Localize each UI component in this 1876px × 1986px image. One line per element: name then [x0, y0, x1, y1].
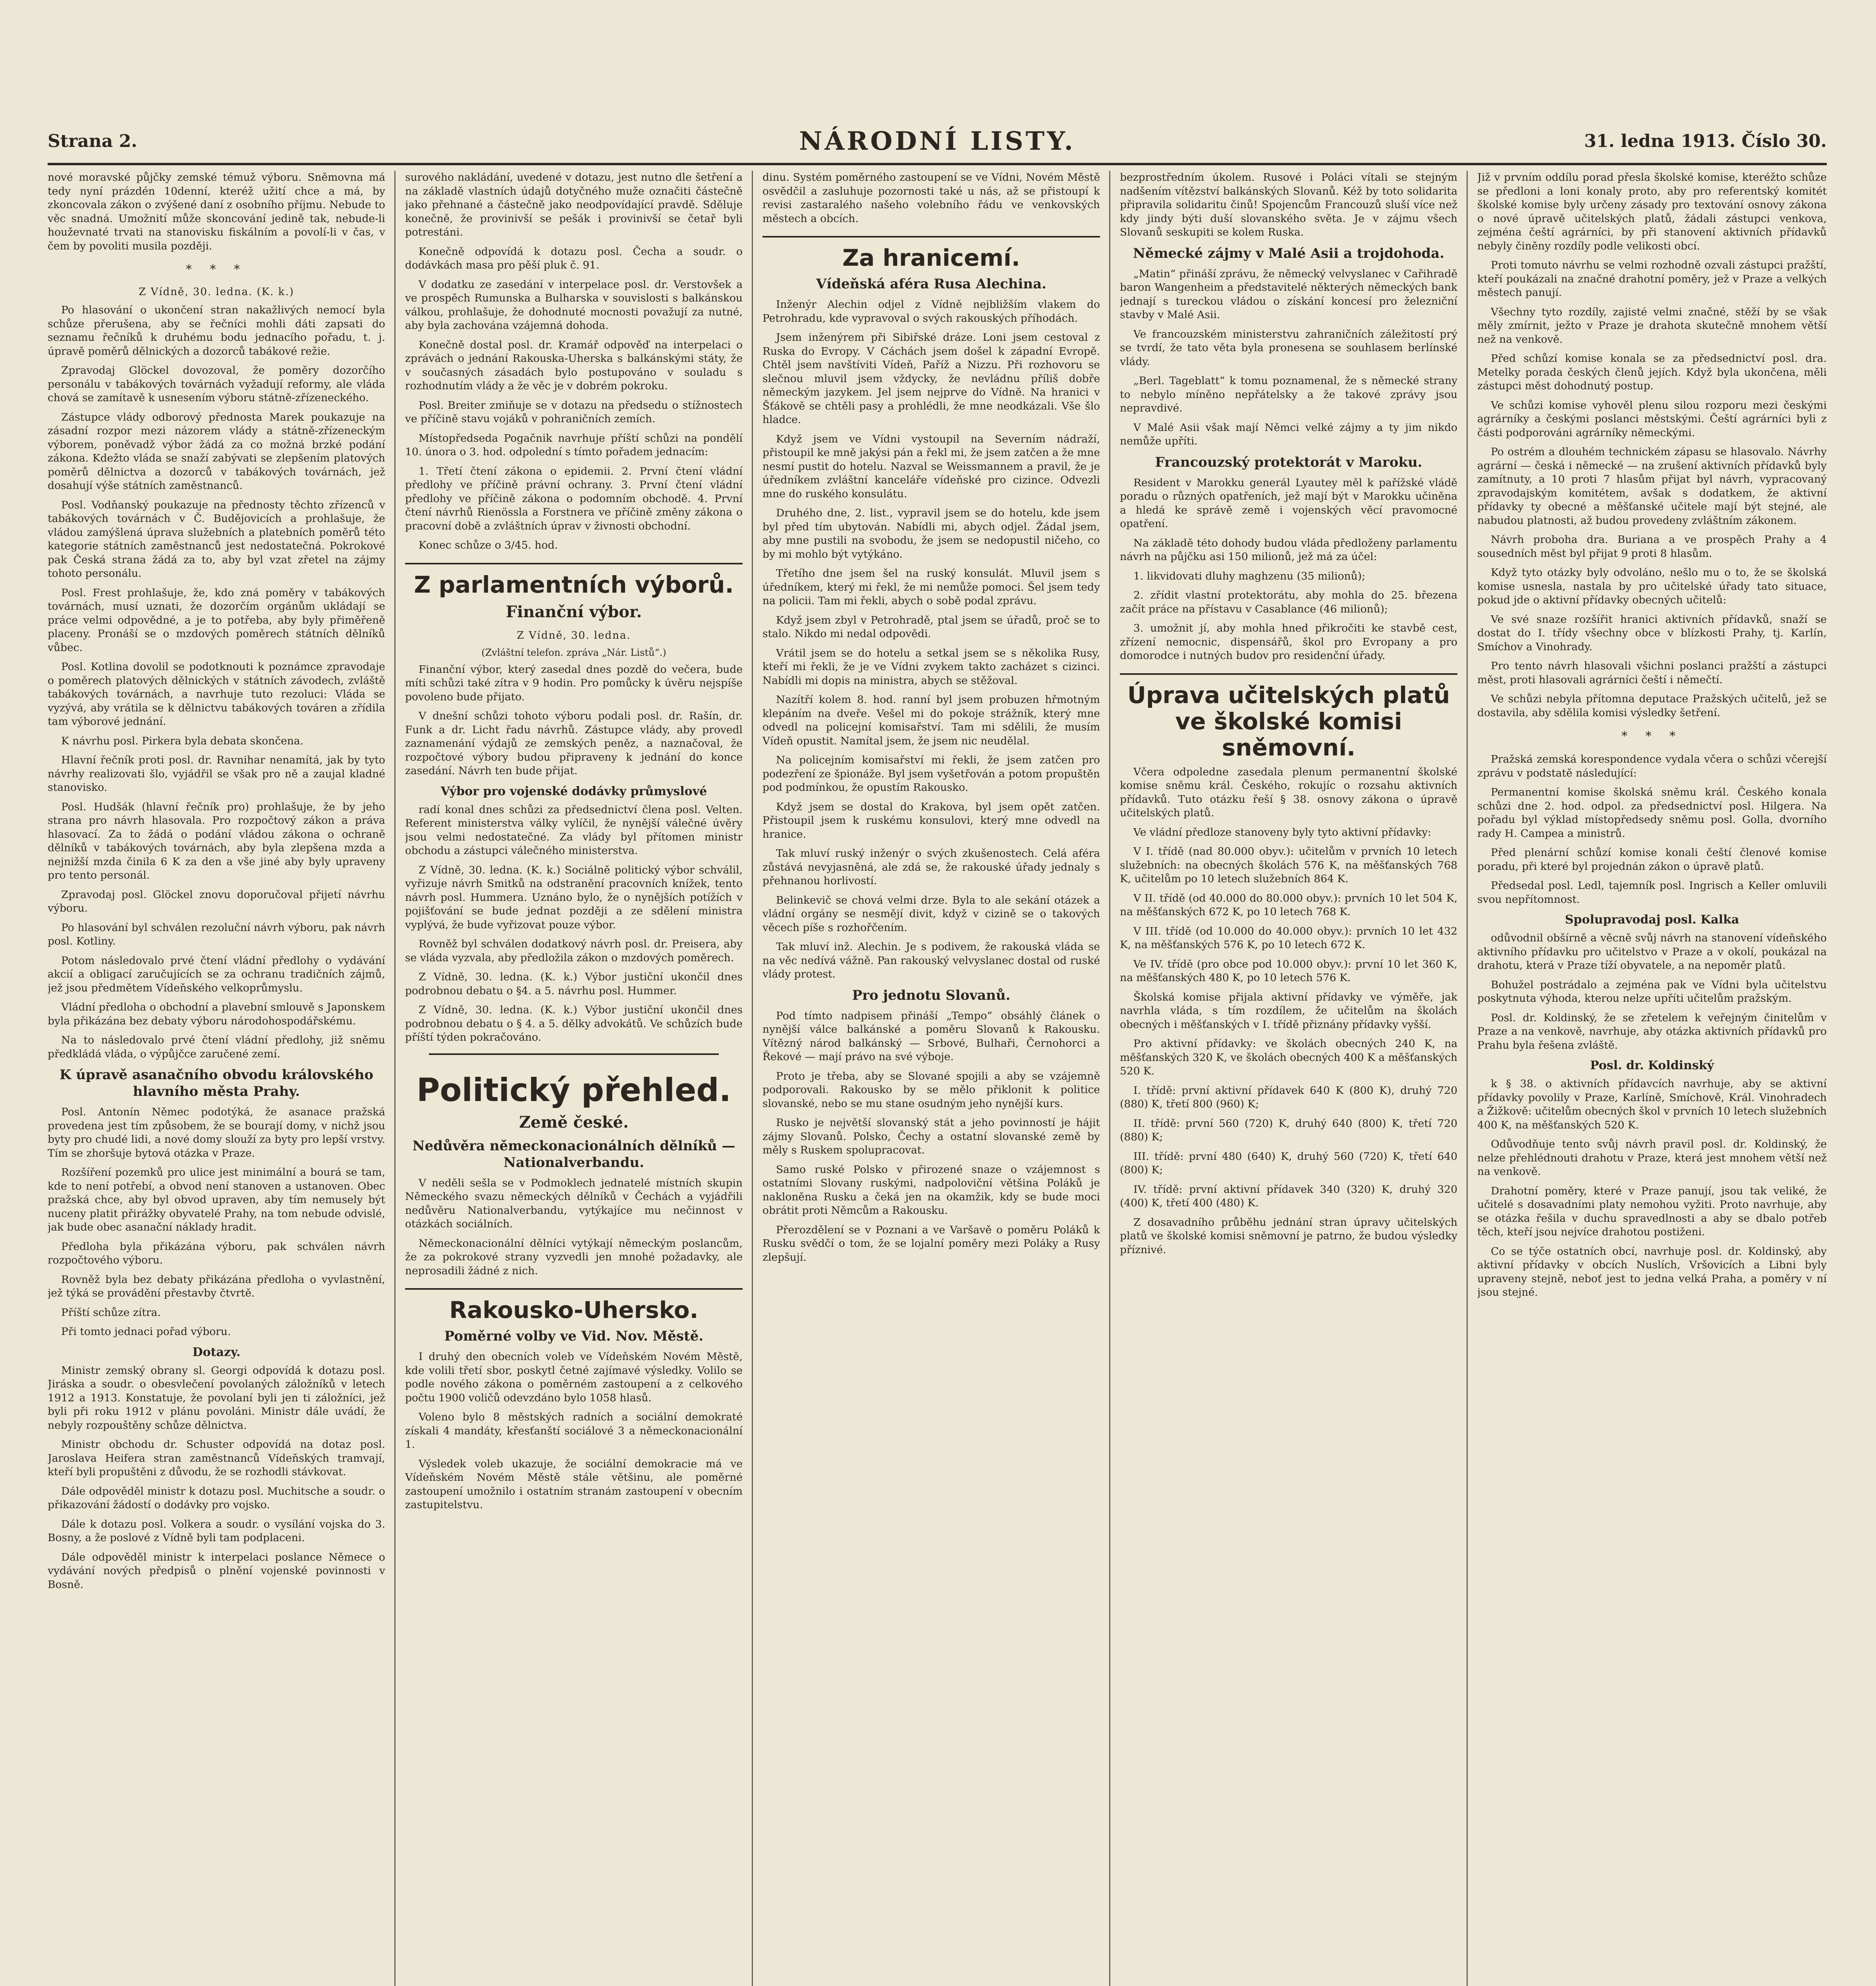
paragraph: Ve schůzi komise vyhověl plenu silou rozporu mezi českými agrárníky a českými poslanci městskými. Čeští agrárníci byli z části podporováni agrárníky německými. — [1477, 399, 1827, 439]
issue-date: 31. ledna 1913. Číslo 30. — [1584, 131, 1827, 151]
paragraph: Druhého dne, 2. list., vypravil jsem se do hotelu, kde jsem byl před tím ubytován. Nabídli mi, abych odjel. Žádal jsem, aby mne pustili na svobodu, že jsem se nedopustil ničeho, co by mi mohlo být vytýkáno. — [762, 507, 1100, 560]
paragraph: „Matin“ přináší zprávu, že německý velvyslanec v Cařihradě baron Wangenheim a představitelé některých německých bank jednají s tureckou vládou o získání koncesí pro železniční stavby v Malé Asii. — [1120, 267, 1457, 321]
paragraph: Všechny tyto rozdíly, zajisté velmi značné, stěží by se však měly zmírnit, ježto v Praze je drahota skutečně mnohem větší než na venkově. — [1477, 305, 1827, 346]
minor-heading: Výbor pro vojenské dodávky průmyslové — [440, 784, 707, 798]
paragraph: Inženýr Alechin odjel z Vídně nejbližším vlakem do Petrohradu, kde vypravoval o svých rakouských příhodách. — [762, 298, 1100, 325]
paragraph: Ministr zemský obrany sl. Georgi odpovídá k dotazu posl. Jiráska a soudr. o obesvlečení povolaných záložníků v letech 1912 a 1913. Konstatuje, že povolaní byli jen ti záložníci, jež byli při roku 1912 v plánu povoláni. Ministr dále uvádí, že nebyly rozpouštěny schůze dělnictva. — [48, 1364, 385, 1432]
paragraph: Školská komise přijala aktivní přídavky ve výměře, jak navrhla vláda, s tím rozdílem, že učitelům na školách obecných i měšťanských v I. třídě přiznány přídavky vyšší. — [1120, 991, 1457, 1031]
paragraph: Pražská zemská korespondence vydala včera o schůzi včerejší zprávu v podstatě následující: — [1477, 753, 1827, 779]
paragraph: Z Vídně, 30. ledna. (K. k.) Výbor justiční ukončil dnes podrobnou debatu o § 4. a 5. dělky advokátů. Ve schůzích bude příští týden pokračováno. — [405, 1004, 743, 1043]
paragraph: Proto je třeba, aby se Slované spojili a aby se vzájemně podporovali. Rakousko by se mělo přiklonit k politice slovanské, nebo se mu stane osudným jeho nynější kurs. — [762, 1070, 1100, 1110]
paragraph: surového nakládání, uvedené v dotazu, jest nutno dle šetření a na základě vlastních údajů dotyčného muže označiti částečně jako přehnané a částečně jako neodpovídající pravdě. Sděluje konečně, že provinivší se pešák i provinivší se četař byli potrestáni. — [405, 171, 743, 238]
paragraph: odůvodnil obšírně a věcně svůj návrh na stanovení vídeňského aktivního přídavku pro učitelstvo v Praze a v okolí, poukázal na drahotu, která v Praze tíží obyvatele, a na nepoměr platů. — [1477, 932, 1827, 972]
paragraph: I druhý den obecních voleb ve Vídeňském Novém Městě, kde volili třetí sbor, poskytl četné zajímavé výsledky. Volilo se podle nového zákona o poměrném zastoupení a z celkového počtu 1900 voličů odevzdáno bylo 1058 hlasů. — [405, 1350, 743, 1404]
paragraph: Samo ruské Polsko v přirozené snaze o vzájemnost s ostatními Slovany ruskými, nadpoloviční většina Poláků je nakloněna Rusku a čeká jen na okamžik, kdy se bude moci obrátit proti Němcům a Rakousku. — [762, 1163, 1100, 1217]
paragraph: Konečně odpovídá k dotazu posl. Čecha a soudr. o dodávkách masa pro pěší pluk č. 91. — [405, 245, 743, 271]
subheading: Nedůvěra německonacionálních dělníků — Nationalverbandu. — [412, 1138, 735, 1171]
paragraph: Po hlasování byl schválen rezoluční návrh výboru, pak návrh posl. Kotliny. — [48, 921, 385, 947]
paragraph: Na to následovalo prvé čtení vládní předlohy, již sněmu předkládá vláda, o výpůjčce zaručené zemí. — [48, 1034, 385, 1060]
paragraph: Z dosavadního průběhu jednání stran úpravy učitelských platů ve školské komisi sněmovní je patrno, že budou výsledky příznivé. — [1120, 1216, 1457, 1256]
paragraph: Místopředseda Pogačnik navrhuje příští schůzi na pondělí 10. února o 3. hod. odpolední s tímto pořadem jednacím: — [405, 432, 743, 458]
paragraph: Příští schůze zítra. — [61, 1306, 161, 1319]
paragraph: „Berl. Tageblatt“ k tomu poznamenal, že s německé strany to nebylo míněno nepřátelsky a že takové zprávy jsou nepravdivé. — [1120, 375, 1457, 414]
paragraph: Rozšíření pozemků pro ulice jest minimální a bourá se tam, kde to není potřebí, a obvod není stanoven a ustanoven. Obec pražská chce, aby byl obvod upraven, aby tím nemusely být nuceny platit přirážky obyvatelé Prahy, na tom nebude odvislé, jak bude obec asanační náklady hradit. — [48, 1166, 385, 1233]
subheading: Německé zájmy v Malé Asii a trojdohoda. — [1133, 245, 1445, 261]
paragraph: Belinkevič se chová velmi drze. Byla to ale sekání otázek a vládní orgány se nesmějí divit, když v cizině se o takových věcech píše s rozhořčením. — [762, 894, 1100, 934]
paragraph: Ve své snaze rozšířit hranici aktivních přídavků, snaží se dostat do I. třídy všechny obce v blízkosti Prahy, tj. Karlín, Smíchov a Vinohrady. — [1477, 613, 1827, 653]
paragraph: Nazítří kolem 8. hod. ranní byl jsem probuzen hřmotným klepáním na dveře. Vešel mi do pokoje strážník, který mne odvedl na policejní komisařství. Tam mi sdělili, že musím Vídeň opustit. Namítal jsem, že jsem nic neudělal. — [762, 694, 1100, 747]
paragraph: V II. třídě (od 40.000 do 80.000 obyv.): prvních 10 let 504 K, na měšťanských 672 K, po 10 letech 768 K. — [1120, 892, 1457, 918]
paragraph: Posl. Kotlina dovolil se podotknouti k poznámce zpravodaje o poměrech platových dělnických v státních závodech, zvláště tabákových továrnách, a navrhuje tuto rezoluci: Vláda se vyzývá, aby vrátila se k dělnictvu tabákových továren a zřídila tam výborové jednání. — [48, 661, 385, 728]
paragraph: Návrh proboha dra. Buriana a ve prospěch Prahy a 4 sousedních měst byl přijat 9 proti 8 hlasům. — [1477, 533, 1827, 560]
paragraph: Konečně dostal posl. dr. Kramář odpověď na interpelaci o zprávách o jednání Rakouska-Uherska s balkánskými státy, že v současných zásadách bylo postupováno v souladu s rozhodnutím vlády a že věc je v dobrém pokroku. — [405, 338, 743, 392]
paragraph: Po hlasování o ukončení stran nakažlivých nemocí byla schůze přerušena, aby se řečníci mohli dáti zapsati do seznamu řečníků k druhému bodu jednacího pořadu, t. j. úpravě poměrů dělnických a dozorců tabákové režie. — [48, 304, 385, 357]
paragraph: Zpravodaj Glöckel dovozoval, že poměry dozorčího personálu v tabákových továrnách vyžadují reformy, ale vláda chová se zamítavě k usnesením výboru státně-zřízeneckého. — [48, 364, 385, 404]
paragraph: Potom následovalo prvé čtení vládní předlohy o vydávání akcií a obligací zaručujících se za ochranu tradičních zájmů, jež jsou předmětem Vídeňského velkoprůmyslu. — [48, 954, 385, 994]
dateline: Z Vídně, 30. ledna. (K. k.) — [139, 286, 294, 298]
paragraph: Na základě této dohody budou vláda předloženy parlamentu návrh na půjčku asi 150 milionů, jež má za účel: — [1120, 537, 1457, 563]
subheading: Francouzský protektorát v Maroku. — [1155, 454, 1422, 470]
paragraph: K návrhu posl. Pirkera byla debata skončena. — [61, 734, 304, 747]
paragraph: Ve vládní předloze stanoveny byly tyto aktivní přídavky: — [1133, 826, 1432, 838]
column-2 — [405, 171, 743, 1986]
paragraph: dinu. Systém poměrného zastoupení se ve Vídni, Novém Městě osvědčil a zasluhuje pozornosti také u nás, až se přistoupí k revisi zastaralého našeho volebního řádu ve venkovských městech a obcích. — [762, 171, 1100, 225]
divider — [429, 1053, 719, 1055]
paragraph: Na policejním komisařství mi řekli, že jsem zatčen pro podezření ze špionáže. Byl jsem vyšetřován a potom propuštěn pod podmínkou, že opustím Rakousko. — [762, 754, 1100, 794]
paragraph: I. třídě: první aktivní přídavek 640 K (800 K), druhý 720 (880) K, třetí 800 (960) K; — [1120, 1084, 1457, 1110]
separator-stars: * * * — [185, 263, 247, 276]
paragraph: Resident v Marokku generál Lyautey měl k pařížské vládě poradu o různých opatřeních, jež mají být v Marokku učiněna a hledá ke správě země i vojenských věcí pravomocné opatření. — [1120, 476, 1457, 530]
minor-heading: Posl. dr. Koldinský — [1590, 1059, 1714, 1072]
masthead — [48, 119, 1827, 165]
paragraph: Předloha byla přikázána výboru, pak schválen návrh rozpočtového výboru. — [48, 1240, 385, 1266]
subheading: Finanční výbor. — [506, 602, 642, 621]
newspaper-title: NÁRODNÍ LISTY. — [799, 126, 1075, 156]
section-heading: Za hranicemí. — [762, 236, 1100, 271]
section-heading: Rakousko-Uhersko. — [405, 1288, 743, 1323]
paragraph: V I. třídě (nad 80.000 obyv.): učitelům v prvních 10 letech služebních: na obecných školách 576 K, na měšťanských 768 K, učitelům po 10 letech služebních 864 K. — [1120, 845, 1457, 885]
paragraph: Když jsem ve Vídni vystoupil na Severním nádraží, přistoupil ke mně jakýsi pán a řekl mi, že jsem zatčen a že mne nesmí pustit do hotelu. Nazval se Weissmannem a pravil, že je úředníkem zvláštní kanceláře vídeňské pro cizince. Odvezli mne do ruského konsulátu. — [762, 433, 1100, 500]
paragraph: Zpravodaj posl. Glöckel znovu doporučoval přijetí návrhu výboru. — [48, 888, 385, 914]
paragraph: Když jsem zbyl v Petrohradě, ptal jsem se úřadů, proč se to stalo. Nikdo mi nedal odpovědi. — [762, 614, 1100, 640]
paragraph: V dnešní schůzi tohoto výboru podali posl. dr. Rašín, dr. Funk a dr. Licht řadu návrhů. Zástupce vlády, aby provedl zaznamenání výdajů ze zemských peněz, a naznačoval, že rozpočtové výbory budou připraveny k jednání do konce zasedání. Návrh ten bude přijat. — [405, 710, 743, 777]
paragraph: Rovněž byl schválen dodatkový návrh posl. dr. Preisera, aby se vláda vyzvala, aby předložila zákon o mzdových poměrech. — [405, 938, 743, 964]
paragraph: Pod tímto nadpisem přináší „Tempo“ obsáhlý článek o nynější válce balkánské a poměru Slovanů k Rakousku. Vítězný národ balkánský — Srbové, Bulhaři, Černohorci a Řekové — mají právo na své výboje. — [762, 1009, 1100, 1063]
paragraph: Rusko je největší slovanský stát a jeho povinností je hájit zájmy Slovanů. Polsko, Čechy a ostatní slovanské země by měly s Ruskem spolupracovat. — [762, 1117, 1100, 1156]
paragraph: Dále odpověděl ministr k dotazu posl. Muchitsche a soudr. o přikazování žádostí o dodávky pro vojsko. — [48, 1485, 385, 1511]
paragraph: 3. umožnit jí, aby mohla hned přikročiti ke stavbě cest, zřízení nemocnic, dispensářů, škol pro Evropany a pro domorodce i nutných budov pro residenční úřady. — [1120, 622, 1457, 662]
paragraph: III. třídě: první 480 (640) K, druhý 560 (720) K, třetí 640 (800) K; — [1120, 1150, 1457, 1176]
paragraph: Bohužel postrádalo a zejména pak ve Vídni byla učitelstvu poskytnuta výhoda, kterou nelze upříti učitelům pražským. — [1477, 978, 1827, 1005]
paragraph: V dodatku ze zasedání v interpelace posl. dr. Verstovšek a ve prospěch Rumunska a Bulharska v souvislosti s balkánskou válkou, prohlašuje, že dohodnuté mocnosti považují za nutné, aby byla zachována vzájemná dohoda. — [405, 278, 743, 332]
paragraph: Z Vídně, 30. ledna. (K. k.) Sociálně politický výbor schválil, vyřizuje návrh Smitků na odstranění pracovních knížek, tento návrh posl. Hummera. Uznáno bylo, že o nynějších potížích v pojišťování se bude jednat později a ze sdělení ministra vyplývá, že bude vyřizovat pouze výbor. — [405, 864, 743, 931]
paragraph: V neděli sešla se v Podmoklech jednatelé místních skupin Německého svazu německých dělníků v Čechách a vyjádřili nedůvěru Nationalverbandu, vytýkajíce mu nečinnost v otázkách sociálních. — [405, 1177, 743, 1230]
paragraph: Co se týče ostatních obcí, navrhuje posl. dr. Koldinský, aby aktivní přídavky v obcích Nuslích, Vršovicích a Libni byly upraveny stejně, neboť jest to jedna velká Praha, a poměry v ní jsou stejné. — [1477, 1245, 1827, 1298]
paragraph: Pro aktivní přídavky: ve školách obecných 240 K, na měšťanských 320 K, ve školách obecných 400 K a měšťanských 520 K. — [1120, 1037, 1457, 1077]
paragraph: 1. likvidovati dluhy maghzenu (35 milionů); — [1133, 570, 1365, 582]
column-4 — [1120, 171, 1457, 1986]
paragraph: Hlavní řečník proti posl. dr. Ravnihar nenamítá, jak by tyto návrhy realizovati šlo, vyjádřil se však pro ně a zaujal kladné stanovisko. — [48, 754, 385, 794]
paragraph: 1. Třetí čtení zákona o epidemii. 2. První čtení vládní předlohy ve příčině právní ochrany. 3. První čtení vládní předlohy ve příčině zákona o podomním obchodě. 4. První čtení návrhů Rienössla a Forstnera ve příčině změny zákona o pracovní době a zvláštních úprav v živnosti obchodní. — [405, 465, 743, 532]
subheading: K úpravě asanačního obvodu královského hlavního města Prahy. — [59, 1067, 374, 1099]
paragraph: Včera odpoledne zasedala plenum permanentní školské komise sněmu král. Českého, rokujíc o rozsahu aktivních přídavků. Tuto otázku řeší § 38. osnovy zákona o úpravě učitelských platů. — [1120, 765, 1457, 819]
paragraph: Jsem inženýrem při Sibiřské dráze. Loni jsem cestoval z Ruska do Evropy. V Cáchách jsem došel k západní Evropě. Chtěl jsem navštíviti Vídeň, Paříž a Nizzu. Při rozhovoru se slečnou mluvil jsem vždycky, že nevládnu příliš dobře německým jazykem. Jel jsem nejprve do Vídně. Na hranici v Šťákově se chtěli pasy a prohlédli, že mne neodkázali. Vše šlo hladce. — [762, 331, 1100, 426]
column-rule — [752, 171, 753, 1986]
paragraph: Vládní předloha o obchodní a plavební smlouvě s Japonskem byla přikázána bez debaty výboru národohospodářskému. — [48, 1001, 385, 1027]
paragraph: Ve francouzském ministerstvu zahraničních záležitostí prý se tvrdí, že tato věta byla pronesena se souhlasem berlínské vlády. — [1120, 328, 1457, 368]
paragraph: nové moravské půjčky zemské témuž výboru. Sněmovna má tedy nyní prázdén 10denní, kteréž užití chce a má, by zkoncovala zákon o zvýšené daní z osobního příjmu. Nebude to věc snadná. Umožnití může skoncování jedině tak, nebude-li houževnaté trvati na stanovisku fiskálním a povolí-li v čas, v čem by povoliti musila později. — [48, 171, 385, 252]
paragraph: Ve IV. třídě (pro obce pod 10.000 obyv.): první 10 let 360 K, na měšťanských 480 K, po 10 letech 576 K. — [1120, 958, 1457, 984]
paragraph: Po ostrém a dlouhém technickém zápasu se hlasovalo. Návrhy agrární — česká i německé — na zrušení aktivních přídavků byly zamítnuty, a 10 proti 7 hlasům přijat byl návrh, vypracovaný zpravodajským komitétem, avšak s dodatkem, že aktivní přídavky ty obecné a měšťanské učitele mají být stejné, ale nabudou platnosti, až budou provedeny zvláštním zákonem. — [1477, 446, 1827, 527]
paragraph: Tak mluví ruský inženýr o svých zkušenostech. Celá aféra zůstává nevyjasněná, ale zdá se, že rakouské úřady jednaly s přehnanou horlivostí. — [762, 847, 1100, 887]
subheading: Země české. — [519, 1113, 629, 1132]
paragraph: Pro tento návrh hlasovali všichni poslanci pražští a zástupci měst, proti hlasovali agrárníci čeští i němečtí. — [1477, 660, 1827, 686]
paragraph: V Malé Asii však mají Němci velké zájmy a ty jim nikdo nemůže upříti. — [1120, 421, 1457, 447]
paragraph: Zástupce vlády odborový přednosta Marek poukazuje na zásadní rozpor mezi názorem vlády a státně-zřízeneckým výborem, poněvadž výbor žádá za co možná brzké podání zákona. Kdežto vláda se snaží zabývati se zlepšením platových poměrů dělnictva a dozorců v tabákových továrnách, jež dosahují výše státních zaměstnanců. — [48, 411, 385, 492]
paragraph: Ministr obchodu dr. Schuster odpovídá na dotaz posl. Jaroslava Heifera stran zaměstnanců Vídeňských tramvají, kteří byli propuštěni z důvodu, že se rozhodli stávkovat. — [48, 1438, 385, 1478]
paragraph: Již v prvním oddílu porad přesla školské komise, kteréžto schůze se předloni a loni konaly proto, aby pro referentský komitét školské komise byly určeny zásady pro textování osnovy zákona o nové úpravě učitelských platů, žádali zástupci venkova, zejména čeští agrárníci, by při stanovení aktivních přídavků nebyly činěny rozdíly podle velikosti obcí. — [1477, 171, 1827, 252]
column-rule — [1109, 171, 1110, 1986]
subheading: Vídeňská aféra Rusa Alechina. — [816, 276, 1046, 292]
paragraph: Před schůzí komise konala se za předsednictví posl. dra. Metelky porada českých členů jejích. Když byla ukončena, měli zástupci měst dohodnutý postup. — [1477, 352, 1827, 392]
paragraph: Posl. Hudšák (hlavní řečník pro) prohlašuje, že by jeho strana pro návrh hlasovala. Pro rozpočtový zákon a práva hlasovací. Za to žádá o podání vládou zákona o ochraně dělníků v tabákových továrnách, aby byla zlepšena mzda a nejnižší mzda činila 6 K za den a vše jiné aby byly upraveny pro tento personál. — [48, 800, 385, 881]
subheading: Pro jednotu Slovanů. — [852, 987, 1011, 1003]
paragraph: Proti tomuto návrhu se velmi rozhodně ozvali zástupci pražští, kteří poukázali na značné drahotní poměry, jež v Praze a velkých městech panují. — [1477, 259, 1827, 299]
paragraph: Permanentní komise školská sněmu král. Českého konala schůzi dne 2. hod. odpol. za předsednictví posl. Hilgera. Na pořadu byl výklad místopředsedy sněmu posl. Golla, dvorního rady H. Campea a ministrů. — [1477, 786, 1827, 840]
paragraph: 2. zřídit vlastní protektorátu, aby mohla do 25. březena začít práce na přístavu v Casablance (46 milionů); — [1120, 589, 1457, 615]
paragraph: Když jsem se dostal do Krakova, byl jsem opět zatčen. Přistoupil jsem k ruskému konsulovi, který mne odvedl na hranice. — [762, 800, 1100, 840]
paragraph: Při tomto jednaci pořad výboru. — [61, 1325, 231, 1338]
column-1 — [48, 171, 385, 1986]
paragraph: Drahotní poměry, které v Praze panují, jsou tak veliké, že učitelé s dosavadními platy nemohou vyžiti. Proto navrhuje, aby se otázka řešila v duchu spravedlnosti a aby se dbalo potřeb těch, kteří jsou nejvíce drahotou postiženi. — [1477, 1184, 1827, 1238]
paragraph: Německonacionální dělníci vytýkají německým poslancům, že za pokrokové strany vyzvedli jen mnohé požadavky, ale neprosadili žádné z nich. — [405, 1237, 743, 1277]
paragraph: Finanční výbor, který zasedal dnes pozdě do večera, bude míti schůzi také zítra v 9 hodin. Pro pomůcky k úvěru nejspíše povoleno bude přijato. — [405, 663, 743, 703]
paragraph: Přerozdělení se v Poznani a ve Varšavě o poměru Poláků k Rusku svědčí o tom, že se lojalní poměry mezi Poláky a Rusy zlepšují. — [762, 1223, 1100, 1263]
column-rule — [394, 171, 396, 1986]
paragraph: V III. třídě (od 10.000 do 40.000 obyv.): prvních 10 let 432 K, na měšťanských 576 K, po 10 letech 672 K. — [1120, 925, 1457, 951]
paragraph: Posl. Frest prohlašuje, že, kdo zná poměry v tabákových továrnách, musí uznati, že dozorčím orgánům ukládají se práce velmi odpovědné, a je to potřeba, aby byly přiměřeně placeny. Pronáší se o mzdových poměrech státních dělníků vůbec. — [48, 586, 385, 654]
paragraph: Předsedal posl. Ledl, tajemník posl. Ingrisch a Keller omluvili svou nepřítomnost. — [1477, 879, 1827, 906]
paragraph: Dále odpověděl ministr k interpelaci poslance Němece o vydávání nových předpisů o plnění vojenské povinnosti v Bosně. — [48, 1551, 385, 1591]
section-heading: Úprava učitelských platů ve školské komisi sněmovní. — [1120, 673, 1457, 761]
paragraph: Odůvodňuje tento svůj návrh pravil posl. dr. Koldinský, že nelze přehlédnouti drahotu v Praze, která jest mnohem větší než na venkově. — [1477, 1138, 1827, 1178]
paragraph: II. třídě: první 560 (720) K, druhý 640 (800) K, třetí 720 (880) K; — [1120, 1117, 1457, 1143]
dateline: Z Vídně, 30. ledna. — [517, 629, 631, 641]
paragraph: Voleno bylo 8 městských radních a sociální demokraté získali 4 mandáty, křesťanští sociálové 3 a německonacionální 1. — [405, 1411, 743, 1451]
paragraph: Tak mluví inž. Alechin. Je s podivem, že rakouská vláda se na věc nedívá vážně. Pan rakouský velvyslanec dostal od ruské vlády protest. — [762, 941, 1100, 980]
paragraph: Posl. dr. Koldinský, že se zřetelem k veřejným činitelům v Praze a na venkově, navrhuje, aby otázka aktivních přídavků pro Prahu byla řešena zvláště. — [1477, 1011, 1827, 1051]
paragraph: Rovněž byla bez debaty přikázána předloha o vyvlastnění, jež týká se provádění přestavby čtvrtě. — [48, 1273, 385, 1299]
paragraph: Výsledek voleb ukazuje, že sociální demokracie má ve Vídeňském Novém Městě stále většinu, ale poměrné zastoupení umožnilo i ostatním stranám zastoupení v obecním zastupitelstvu. — [405, 1457, 743, 1511]
minor-heading: Spolupravodaj posl. Kalka — [1565, 913, 1739, 927]
paragraph: Před plenární schůzí komise konali čeští členové komise poradu, při které byl projednán zákon o úpravě platů. — [1477, 846, 1827, 873]
column-rule — [1467, 171, 1468, 1986]
separator-stars: * * * — [1621, 729, 1683, 743]
paragraph: Posl. Vodňanský poukazuje na přednosty těchto zřízenců v tabákových továrnách v Č. Budějovicích a prohlašuje, že vládou zamýšlená úprava služebních a platebních poměrů této kategorie státních zaměstnanců jest nedostatečná. Pokrokové pak Česká strana žádá za to, aby byl vzat zřetel na zájmy tohoto personálu. — [48, 498, 385, 580]
paragraph: Konec schůze o 3/45. hod. — [419, 539, 558, 551]
paragraph: IV. třídě: první aktivní přídavek 340 (320) K, druhý 320 (400) K, třetí 400 (480) K. — [1120, 1183, 1457, 1209]
paragraph: bezprostředním úkolem. Rusové i Poláci vítali se stejným nadšením vítězství balkánských Slovanů. Kéž by toto solidarita připravila solidaritu činů! Spojencům Francouzů sluší více než kdy jindy býti duší slovanského světa. Je v zájmu všech Slovanů seskupiti se kolem Ruska. — [1120, 171, 1457, 238]
paragraph: Posl. Antonín Němec podotýká, že asanace pražská provedena jest tím způsobem, že se bourají domy, v nichž jsou byty pro chudé lidi, a nové domy slouží za byty pro lepší vrstvy. Tím se zhoršuje bytová otázka v Praze. — [48, 1106, 385, 1159]
paragraph: Třetího dne jsem šel na ruský konsulát. Mluvil jsem s úředníkem, který mi řekl, že mi nemůže pomoci. Šel jsem tedy na policii. Tam mi řekli, abych o sobě podal zprávu. — [762, 567, 1100, 607]
column-3 — [762, 171, 1100, 1986]
paragraph: Posl. Breiter zmiňuje se v dotazu na předsedu o stížnostech ve příčině stavu vojáků v pohraničních zemích. — [405, 399, 743, 425]
paragraph: radí konal dnes schůzi za předsednictví člena posl. Velten. Referent ministerstva války vylíčil, že nynější válečné úvěry jsou velmi nedostatečné. Za vlády byl přítomen ministr obchodu a zástupci válečného ministerstva. — [405, 803, 743, 857]
minor-heading: Dotazy. — [192, 1345, 241, 1359]
paragraph: k § 38. o aktivních přídavcích navrhuje, aby se aktivní přídavky povolily v Praze, Karlíně, Smíchově, Král. Vinohradech a Žižkově: učitelům obecných škol v prvních 10 letech služebních 400 K, na měšťanských 520 K. — [1477, 1078, 1827, 1131]
subheading: Poměrné volby ve Vid. Nov. Městě. — [444, 1328, 704, 1344]
paragraph: Z Vídně, 30. ledna. (K. k.) Výbor justiční ukončil dnes podrobnou debatu o §4. a 5. návrhu posl. Hummer. — [405, 971, 743, 997]
paragraph: Dále k dotazu posl. Volkera a soudr. o vysílání vojska do 3. Bosny, a že poslové z Vídně byli tam podplaceni. — [48, 1518, 385, 1544]
paragraph: Ve schůzi nebyla přítomna deputace Pražských učitelů, jež se dostavila, aby sdělila komisi výsledky šetření. — [1477, 693, 1827, 719]
note: (Zvláštní telefon. zpráva „Nár. Listů“.) — [481, 647, 666, 658]
paragraph: Vrátil jsem se do hotelu a setkal jsem se s několika Rusy, kteří mi řekli, že je ve Vídni zvykem takto zacházet s cizinci. Nabídli mi dopis na ministra, abych se stěžoval. — [762, 647, 1100, 687]
paragraph: Když tyto otázky byly odvoláno, nešlo mu o to, že se školská komise usnesla, nastala by pro učitelské úřady tato situace, pokud jde o aktivní přídavky obecných učitelů: — [1477, 566, 1827, 606]
section-heading: Politický přehled. — [417, 1071, 731, 1109]
page-number: Strana 2. — [48, 131, 137, 151]
column-5 — [1477, 171, 1827, 1986]
section-heading: Z parlamentních výborů. — [405, 563, 743, 598]
